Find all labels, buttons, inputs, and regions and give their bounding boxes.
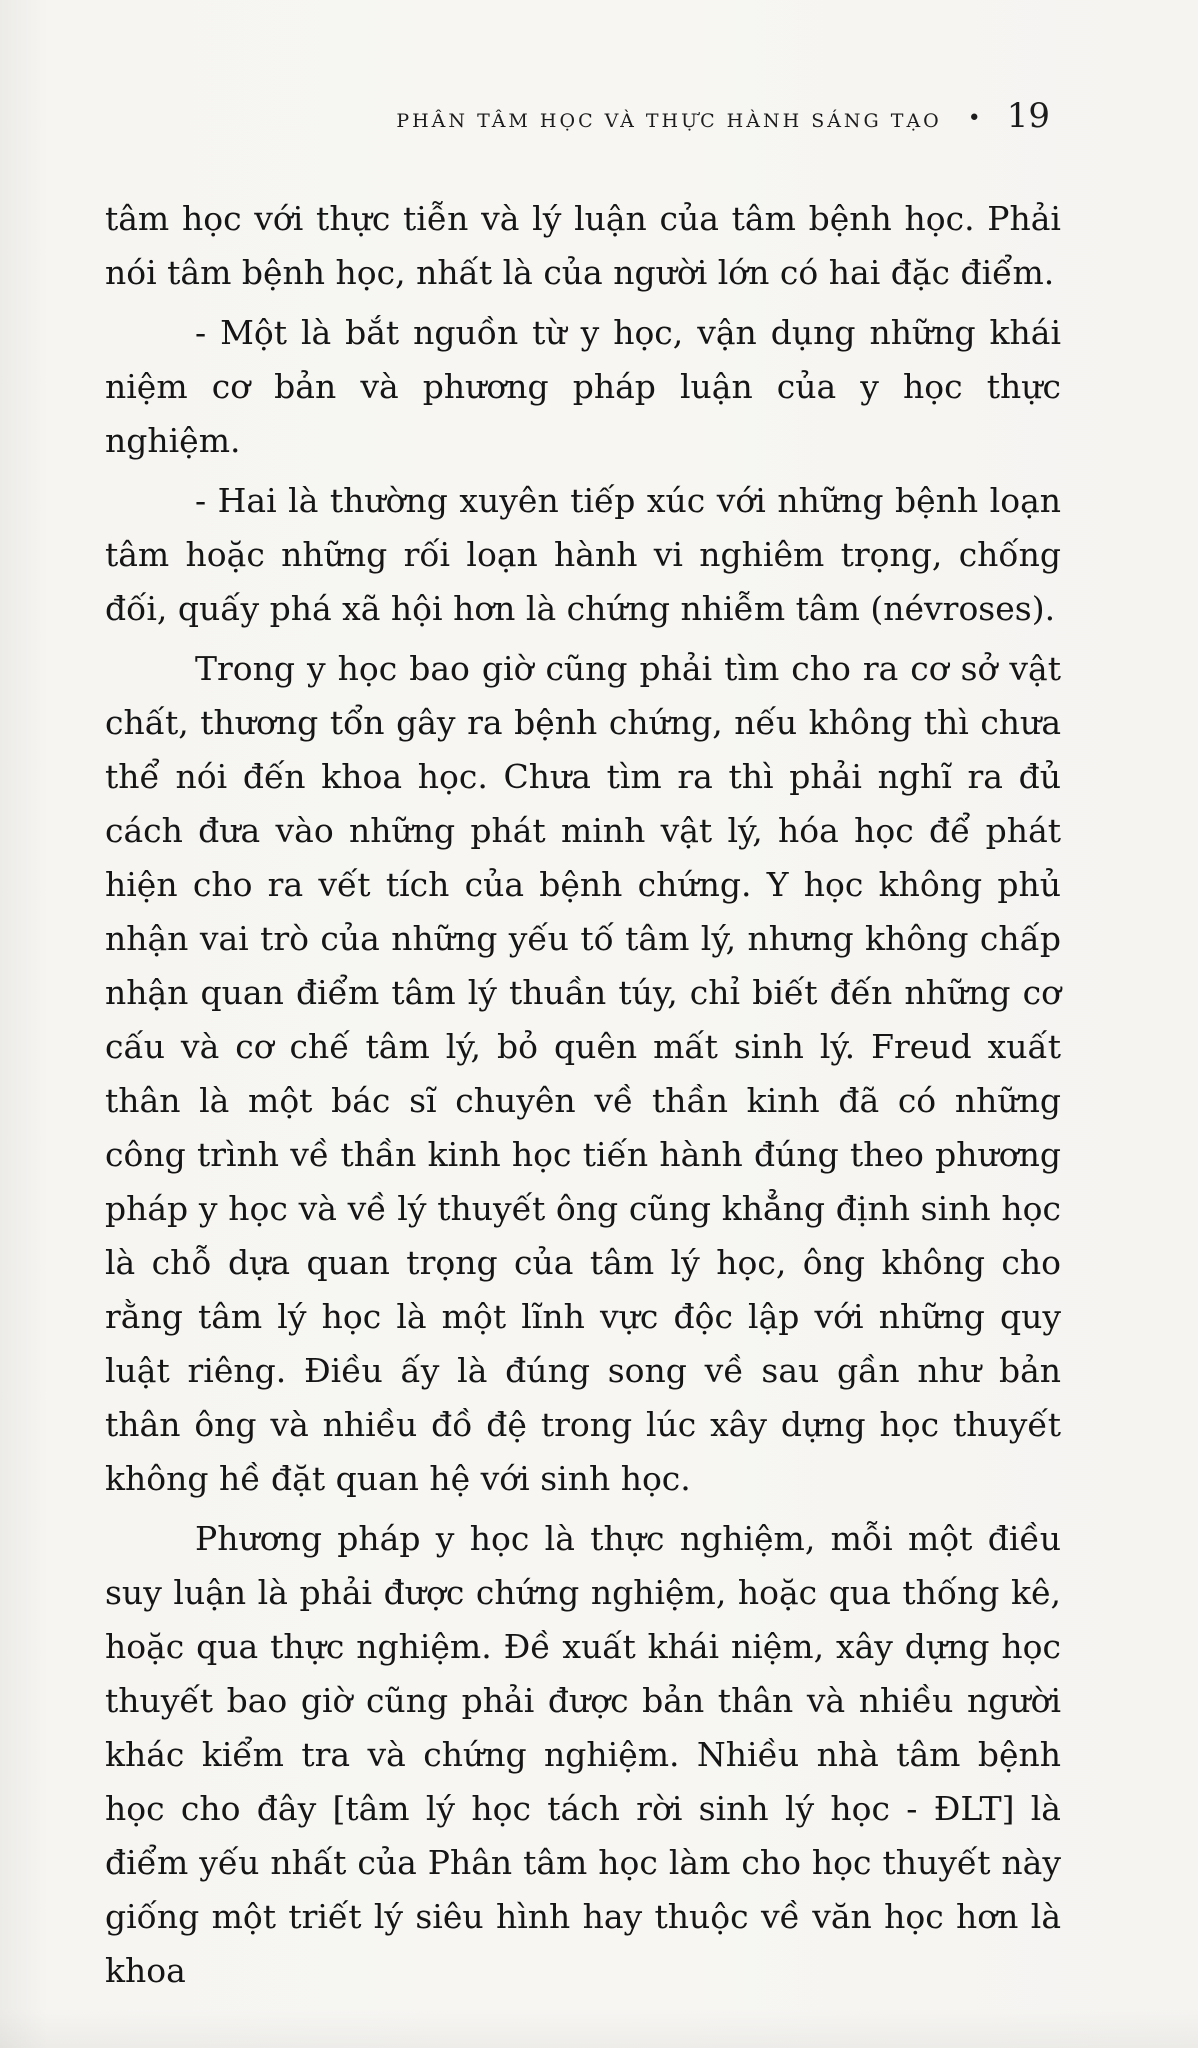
paragraph-continuation: tâm học với thực tiễn và lý luận của tâm bệnh học. Phải nói tâm bệnh học, nhất là của người lớn có hai đặc điểm. <box>105 199 1061 292</box>
running-title: PHÂN TÂM HỌC VÀ THỰC HÀNH SÁNG TẠO <box>396 110 942 132</box>
paragraph-medicine: Trong y học bao giờ cũng phải tìm cho ra cơ sở vật chất, thương tổn gây ra bệnh chứng, nếu không thì chưa thể nói đến khoa học. Chưa tìm ra thì phải nghĩ ra đủ cách đưa vào những phát minh vật lý, hóa học để phát hiện cho ra vết tích của bệnh chứng. Y học không phủ nhận vai trò của những yếu tố tâm lý, nhưng không chấp nhận quan điểm tâm lý thuần túy, chỉ biết đến những cơ cấu và cơ chế tâm lý, bỏ quên mất sinh lý. Freud xuất thân là một bác sĩ chuyên về thần kinh đã có những công trình về thần kinh học tiến hành đúng theo phương pháp y học và về lý thuyết ông cũng khẳng định sinh học là chỗ dựa quan trọng của tâm lý học, ông không cho rằng tâm lý học là một lĩnh vực độc lập với những quy luật riêng. Điều ấy là đúng song về sau gần như bản thân ông và nhiều đồ đệ trong lúc xây dựng học thuyết không hề đặt quan hệ với sinh học. <box>105 649 1061 1498</box>
body-text <box>105 192 1061 1998</box>
page-edge-shadow <box>0 2008 1198 2048</box>
paragraph-point-two: - Hai là thường xuyên tiếp xúc với những bệnh loạn tâm hoặc những rối loạn hành vi nghiêm trọng, chống đối, quấy phá xã hội hơn là chứng nhiễm tâm (névroses). <box>105 481 1061 628</box>
paragraph-point-one: - Một là bắt nguồn từ y học, vận dụng những khái niệm cơ bản và phương pháp luận của y học thực nghiệm. <box>105 313 1061 460</box>
running-header <box>100 96 1050 136</box>
paragraph-method: Phương pháp y học là thực nghiệm, mỗi một điều suy luận là phải được chứng nghiệm, hoặc qua thống kê, hoặc qua thực nghiệm. Đề xuất khái niệm, xây dựng học thuyết bao giờ cũng phải được bản thân và nhiều người khác kiểm tra và chứng nghiệm. Nhiều nhà tâm bệnh học cho đây [tâm lý học tách rời sinh lý học - ĐLT] là điểm yếu nhất của Phân tâm học làm cho học thuyết này giống một triết lý siêu hình hay thuộc về văn học hơn là khoa <box>105 1519 1061 1990</box>
header-bullet: • <box>967 106 981 131</box>
page-number: 19 <box>1006 96 1050 136</box>
